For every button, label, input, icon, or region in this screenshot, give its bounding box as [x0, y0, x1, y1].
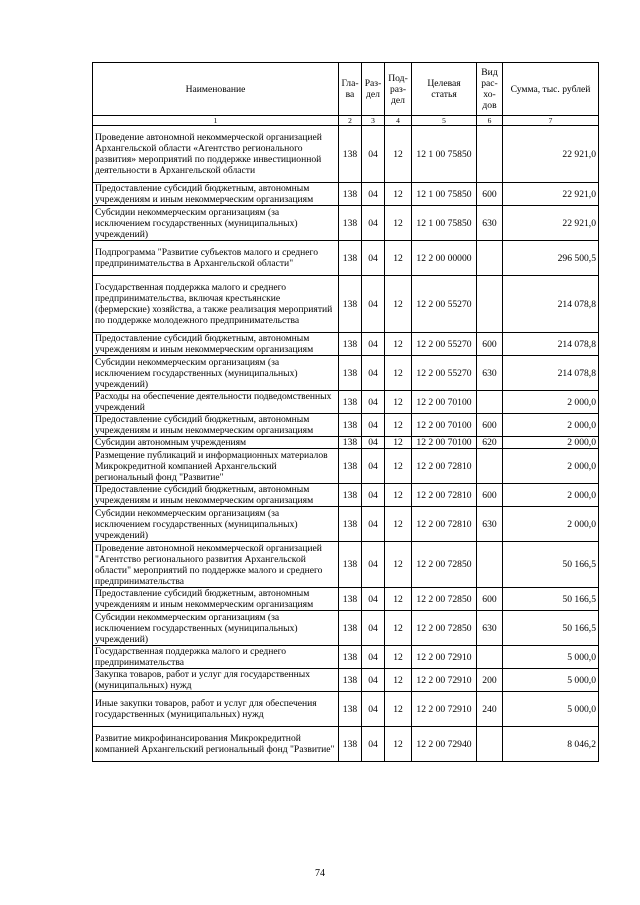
row-glava: 138 [339, 611, 362, 646]
row-razdel: 04 [362, 206, 385, 241]
row-vid [477, 542, 503, 588]
row-razdel: 04 [362, 692, 385, 727]
column-number: 5 [412, 116, 477, 126]
row-vid [477, 449, 503, 484]
row-razdel: 04 [362, 484, 385, 507]
table-row [93, 542, 599, 588]
row-statya: 12 2 00 72850 [412, 588, 477, 611]
row-glava: 138 [339, 437, 362, 449]
row-name: Субсидии некоммерческим организациям (за исключением государственных (муниципальных) учреждений) [93, 611, 339, 646]
row-razdel: 04 [362, 437, 385, 449]
table-row [93, 206, 599, 241]
row-vid: 600 [477, 484, 503, 507]
row-podrazdel: 12 [385, 611, 412, 646]
table-row [93, 276, 599, 333]
row-statya: 12 2 00 72850 [412, 542, 477, 588]
column-number: 1 [93, 116, 339, 126]
row-razdel: 04 [362, 669, 385, 692]
row-name: Предоставление субсидий бюджетным, автономным учреждениям и иным некоммерческим организациям [93, 484, 339, 507]
row-glava: 138 [339, 241, 362, 276]
row-name: Предоставление субсидий бюджетным, автономным учреждениям и иным некоммерческим организациям [93, 414, 339, 437]
row-razdel: 04 [362, 588, 385, 611]
row-razdel: 04 [362, 241, 385, 276]
column-number: 6 [477, 116, 503, 126]
row-vid: 600 [477, 414, 503, 437]
row-vid [477, 727, 503, 762]
row-razdel: 04 [362, 542, 385, 588]
row-sum: 5 000,0 [503, 692, 599, 727]
row-vid [477, 241, 503, 276]
table-row [93, 611, 599, 646]
row-podrazdel: 12 [385, 276, 412, 333]
row-podrazdel: 12 [385, 437, 412, 449]
row-podrazdel: 12 [385, 669, 412, 692]
row-statya: 12 2 00 72810 [412, 507, 477, 542]
row-glava: 138 [339, 727, 362, 762]
row-podrazdel: 12 [385, 356, 412, 391]
row-glava: 138 [339, 183, 362, 206]
row-sum: 214 078,8 [503, 276, 599, 333]
row-statya: 12 2 00 55270 [412, 356, 477, 391]
header-name: Наименование [93, 63, 339, 116]
row-podrazdel: 12 [385, 126, 412, 183]
header-sum: Сумма, тыс. рублей [503, 63, 599, 116]
row-sum: 214 078,8 [503, 333, 599, 356]
row-sum: 5 000,0 [503, 669, 599, 692]
row-razdel: 04 [362, 356, 385, 391]
row-vid: 620 [477, 437, 503, 449]
row-podrazdel: 12 [385, 727, 412, 762]
row-glava: 138 [339, 692, 362, 727]
row-glava: 138 [339, 276, 362, 333]
row-sum: 50 166,5 [503, 611, 599, 646]
row-glava: 138 [339, 333, 362, 356]
row-name: Предоставление субсидий бюджетным, автономным учреждениям и иным некоммерческим организациям [93, 333, 339, 356]
row-glava: 138 [339, 484, 362, 507]
page-number: 74 [315, 868, 325, 879]
header-statya: Целевая статья [412, 63, 477, 116]
row-podrazdel: 12 [385, 588, 412, 611]
table-row [93, 449, 599, 484]
row-podrazdel: 12 [385, 183, 412, 206]
row-razdel: 04 [362, 391, 385, 414]
table-row [93, 241, 599, 276]
table-row [93, 333, 599, 356]
row-sum: 2 000,0 [503, 449, 599, 484]
row-statya: 12 2 00 00000 [412, 241, 477, 276]
table-row [93, 669, 599, 692]
row-name: Подпрограмма "Развитие субъектов малого и среднего предпринимательства в Архангельской области" [93, 241, 339, 276]
row-vid: 630 [477, 611, 503, 646]
table-row [93, 507, 599, 542]
row-razdel: 04 [362, 646, 385, 669]
row-sum: 214 078,8 [503, 356, 599, 391]
row-statya: 12 2 00 70100 [412, 391, 477, 414]
row-podrazdel: 12 [385, 542, 412, 588]
row-razdel: 04 [362, 333, 385, 356]
row-name: Государственная поддержка малого и среднего предпринимательства, включая крестьянские (фермерские) хозяйства, а также реализация мероприятий по поддержке молодежного предпринимательства [93, 276, 339, 333]
table-row [93, 727, 599, 762]
row-sum: 50 166,5 [503, 588, 599, 611]
row-name: Субсидии некоммерческим организациям (за исключением государственных (муниципальных) учреждений) [93, 507, 339, 542]
row-podrazdel: 12 [385, 391, 412, 414]
row-sum: 22 921,0 [503, 126, 599, 183]
row-razdel: 04 [362, 276, 385, 333]
row-sum: 2 000,0 [503, 391, 599, 414]
row-vid: 630 [477, 356, 503, 391]
row-name: Предоставление субсидий бюджетным, автономным учреждениям и иным некоммерческим организациям [93, 183, 339, 206]
row-glava: 138 [339, 669, 362, 692]
table-row [93, 588, 599, 611]
header-razdel: Раз-дел [362, 63, 385, 116]
table-body [93, 126, 599, 762]
row-statya: 12 2 00 70100 [412, 414, 477, 437]
row-statya: 12 1 00 75850 [412, 126, 477, 183]
row-vid [477, 646, 503, 669]
row-vid [477, 276, 503, 333]
budget-table [92, 62, 599, 762]
row-statya: 12 2 00 72850 [412, 611, 477, 646]
row-name: Развитие микрофинансирования Микрокредитной компанией Архангельский региональный фонд "Развитие" [93, 727, 339, 762]
row-podrazdel: 12 [385, 646, 412, 669]
row-vid: 630 [477, 206, 503, 241]
row-name: Субсидии автономным учреждениям [93, 437, 339, 449]
row-glava: 138 [339, 507, 362, 542]
row-sum: 296 500,5 [503, 241, 599, 276]
row-sum: 8 046,2 [503, 727, 599, 762]
row-podrazdel: 12 [385, 333, 412, 356]
row-statya: 12 1 00 75850 [412, 206, 477, 241]
row-statya: 12 2 00 72810 [412, 484, 477, 507]
row-vid: 600 [477, 333, 503, 356]
row-podrazdel: 12 [385, 241, 412, 276]
table-row [93, 437, 599, 449]
row-statya: 12 2 00 70100 [412, 437, 477, 449]
row-name: Предоставление субсидий бюджетным, автономным учреждениям и иным некоммерческим организациям [93, 588, 339, 611]
header-vid: Вид рас-хо-дов [477, 63, 503, 116]
table-row [93, 414, 599, 437]
row-sum: 22 921,0 [503, 183, 599, 206]
row-sum: 2 000,0 [503, 414, 599, 437]
column-number: 7 [503, 116, 599, 126]
table-row [93, 126, 599, 183]
row-sum: 22 921,0 [503, 206, 599, 241]
row-name: Закупка товаров, работ и услуг для государственных (муниципальных) нужд [93, 669, 339, 692]
header-row [93, 63, 599, 116]
row-statya: 12 2 00 72910 [412, 669, 477, 692]
row-sum: 5 000,0 [503, 646, 599, 669]
row-glava: 138 [339, 356, 362, 391]
row-vid [477, 126, 503, 183]
row-name: Иные закупки товаров, работ и услуг для обеспечения государственных (муниципальных) нужд [93, 692, 339, 727]
row-glava: 138 [339, 449, 362, 484]
row-razdel: 04 [362, 414, 385, 437]
row-razdel: 04 [362, 449, 385, 484]
table-row [93, 183, 599, 206]
row-razdel: 04 [362, 611, 385, 646]
row-name: Размещение публикаций и информационных материалов Микрокредитной компанией Архангельский региональный фонд "Развитие" [93, 449, 339, 484]
row-razdel: 04 [362, 507, 385, 542]
table-row [93, 692, 599, 727]
row-sum: 2 000,0 [503, 437, 599, 449]
header-podrazdel: Под-раз-дел [385, 63, 412, 116]
row-statya: 12 2 00 72810 [412, 449, 477, 484]
row-vid: 240 [477, 692, 503, 727]
row-podrazdel: 12 [385, 692, 412, 727]
row-name: Государственная поддержка малого и среднего предпринимательства [93, 646, 339, 669]
row-glava: 138 [339, 126, 362, 183]
row-statya: 12 2 00 55270 [412, 333, 477, 356]
row-glava: 138 [339, 646, 362, 669]
row-vid: 200 [477, 669, 503, 692]
row-statya: 12 2 00 55270 [412, 276, 477, 333]
row-razdel: 04 [362, 727, 385, 762]
row-statya: 12 1 00 75850 [412, 183, 477, 206]
row-name: Проведение автономной некоммерческой организацией Архангельской области «Агентство регионального развития» мероприятий по поддержке инвестиционной деятельности в Архангельской области [93, 126, 339, 183]
row-statya: 12 2 00 72910 [412, 646, 477, 669]
row-glava: 138 [339, 391, 362, 414]
row-podrazdel: 12 [385, 449, 412, 484]
table-row [93, 356, 599, 391]
row-vid [477, 391, 503, 414]
table-row [93, 646, 599, 669]
row-glava: 138 [339, 206, 362, 241]
row-razdel: 04 [362, 183, 385, 206]
column-number: 2 [339, 116, 362, 126]
row-statya: 12 2 00 72910 [412, 692, 477, 727]
table-row [93, 391, 599, 414]
row-podrazdel: 12 [385, 507, 412, 542]
row-name: Субсидии некоммерческим организациям (за исключением государственных (муниципальных) учреждений) [93, 206, 339, 241]
row-glava: 138 [339, 588, 362, 611]
row-vid: 600 [477, 183, 503, 206]
row-statya: 12 2 00 72940 [412, 727, 477, 762]
row-vid: 630 [477, 507, 503, 542]
column-number: 3 [362, 116, 385, 126]
column-number: 4 [385, 116, 412, 126]
row-glava: 138 [339, 414, 362, 437]
row-vid: 600 [477, 588, 503, 611]
header-glava: Гла-ва [339, 63, 362, 116]
column-number-row [93, 116, 599, 126]
row-sum: 2 000,0 [503, 484, 599, 507]
row-name: Расходы на обеспечение деятельности подведомственных учреждений [93, 391, 339, 414]
row-name: Проведение автономной некоммерческой организацией "Агентство регионального развития Архангельской области" мероприятий по поддержке малого и среднего предпринимательства [93, 542, 339, 588]
row-podrazdel: 12 [385, 414, 412, 437]
row-razdel: 04 [362, 126, 385, 183]
row-glava: 138 [339, 542, 362, 588]
row-sum: 2 000,0 [503, 507, 599, 542]
row-name: Субсидии некоммерческим организациям (за исключением государственных (муниципальных) учреждений) [93, 356, 339, 391]
row-sum: 50 166,5 [503, 542, 599, 588]
row-podrazdel: 12 [385, 206, 412, 241]
row-podrazdel: 12 [385, 484, 412, 507]
table-row [93, 484, 599, 507]
